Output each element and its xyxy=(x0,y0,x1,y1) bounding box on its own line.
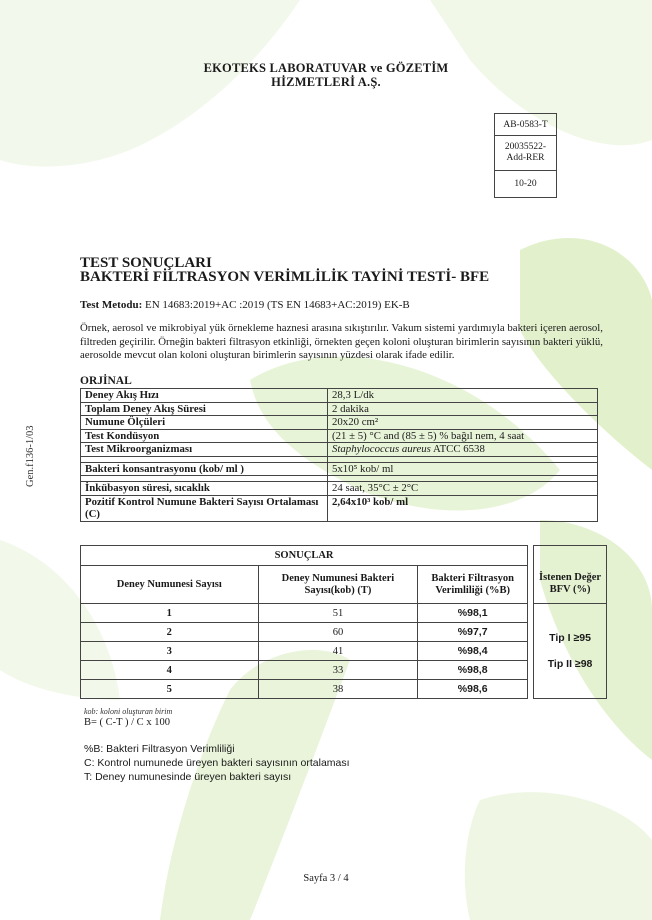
table-row xyxy=(81,443,598,457)
original-parameters-table xyxy=(80,388,598,522)
bacteria-count: 38 xyxy=(258,680,418,699)
method-description: Örnek, aerosol ve mikrobiyal yük örnekleme haznesi arasına sıkıştırılır. Vakum sistemi yardımıyla bakteri içeren aerosol, filtreden geçirilir. Örneğin bakteri filtrasyon etkinliği, örnekten geçen koloni oluşturan birimlerin sayısının bakteri yüklü, aerosolde mevcut olan koloni oluşturan birimlerin sayısının yüzdesi olarak ifade edilir. xyxy=(80,322,603,362)
param-value: 20x20 cm² xyxy=(328,416,598,430)
bfe-value: %98,4 xyxy=(418,642,528,661)
report-code-box xyxy=(494,113,557,198)
bfe-value: %98,6 xyxy=(418,680,528,699)
heading-test-results: TEST SONUÇLARI xyxy=(80,255,212,271)
sample-number: 5 xyxy=(81,680,259,699)
bacteria-count: 41 xyxy=(258,642,418,661)
heading-test-name: BAKTERİ FİLTRASYON VERİMLİLİK TAYİNİ TESTİ- BFE xyxy=(80,269,490,285)
table-row xyxy=(81,402,598,416)
table-row xyxy=(81,495,598,521)
sample-number: 2 xyxy=(81,623,259,642)
param-value xyxy=(328,443,598,457)
header-required-value: İstenen Değer BFV (%) xyxy=(534,566,607,604)
legend-c: C: Kontrol numunede üreyen bakteri sayısının ortalaması xyxy=(84,757,350,769)
bacteria-count: 51 xyxy=(258,604,418,623)
bacteria-count: 60 xyxy=(258,623,418,642)
param-value: (21 ± 5) °C and (85 ± 5) % bağıl nem, 4 saat xyxy=(328,429,598,443)
test-method-label: Test Metodu: xyxy=(80,299,143,311)
param-value: 28,3 L/dk xyxy=(328,389,598,403)
param-label: Pozitif Kontrol Numune Bakteri Sayısı Ortalaması (C) xyxy=(81,495,328,521)
formula-legend xyxy=(84,742,350,784)
table-row xyxy=(81,416,598,430)
param-label: Bakteri konsantrasyonu (kob/ ml ) xyxy=(81,462,328,476)
microorganism-name: Staphylococcus aureus xyxy=(332,443,431,455)
table-row xyxy=(81,429,598,443)
results-table xyxy=(80,545,607,699)
param-label: Deney Akış Hızı xyxy=(81,389,328,403)
header-bacteria-count: Deney Numunesi Bakteri Sayısı(kob) (T) xyxy=(258,566,418,604)
form-code-vertical: Gen.f136-1/03 xyxy=(25,425,36,487)
table-row xyxy=(81,482,598,496)
param-label: Numune Ölçüleri xyxy=(81,416,328,430)
bfe-formula: B= ( C-T ) / C x 100 xyxy=(84,717,170,728)
test-method-value: EN 14683:2019+AC :2019 (TS EN 14683+AC:2019) EK-B xyxy=(142,299,410,311)
table-row xyxy=(81,389,598,403)
required-values xyxy=(534,604,607,699)
company-name-line1: EKOTEKS LABORATUVAR ve GÖZETİM xyxy=(203,61,449,75)
sample-code xyxy=(495,136,556,171)
bfe-value: %98,8 xyxy=(418,661,528,680)
param-value: 2 dakika xyxy=(328,402,598,416)
sample-code-line1: 20035522- xyxy=(504,142,547,152)
sample-number: 4 xyxy=(81,661,259,680)
sample-code-line2: Add-RER xyxy=(506,153,545,163)
param-label: Toplam Deney Akış Süresi xyxy=(81,402,328,416)
company-name-line2: HİZMETLERİ A.Ş. xyxy=(271,75,381,89)
report-date-code: 10-20 xyxy=(514,179,537,189)
test-method xyxy=(80,299,410,311)
bfe-value: %98,1 xyxy=(418,604,528,623)
original-section-title: ORJİNAL xyxy=(80,375,132,387)
header-sample-number: Deney Numunesi Sayısı xyxy=(81,566,259,604)
param-value: 5x10⁵ kob/ ml xyxy=(328,462,598,476)
table-row xyxy=(81,604,607,623)
results-title-row xyxy=(81,546,607,566)
page-number: Sayfa 3 / 4 xyxy=(303,873,349,884)
legend-t: T: Deney numunesinde üreyen bakteri sayısı xyxy=(84,771,292,783)
bfe-value: %97,7 xyxy=(418,623,528,642)
param-label: İnkübasyon süresi, sıcaklık xyxy=(81,482,328,496)
param-value: 24 saat, 35°C ± 2°C xyxy=(328,482,598,496)
sample-number: 3 xyxy=(81,642,259,661)
legend-b: %B: Bakteri Filtrasyon Verimliliği xyxy=(84,743,235,755)
bacteria-count: 33 xyxy=(258,661,418,680)
param-label: Test Kondüsyon xyxy=(81,429,328,443)
param-value: 2,64x10³ kob/ ml xyxy=(328,495,598,521)
kob-definition: kob: koloni oluşturan birim xyxy=(84,707,173,716)
report-code: AB-0583-T xyxy=(495,114,556,136)
microorganism-strain: ATCC 6538 xyxy=(430,443,485,455)
required-tip2: Tip II ≥98 xyxy=(547,658,593,670)
table-row xyxy=(81,462,598,476)
param-label: Test Mikroorganizması xyxy=(81,443,328,457)
sample-number: 1 xyxy=(81,604,259,623)
results-title: SONUÇLAR xyxy=(81,546,528,566)
header-bfe: Bakteri Filtrasyon Verimliliği (%B) xyxy=(418,566,528,604)
required-tip1: Tip I ≥95 xyxy=(549,632,591,644)
